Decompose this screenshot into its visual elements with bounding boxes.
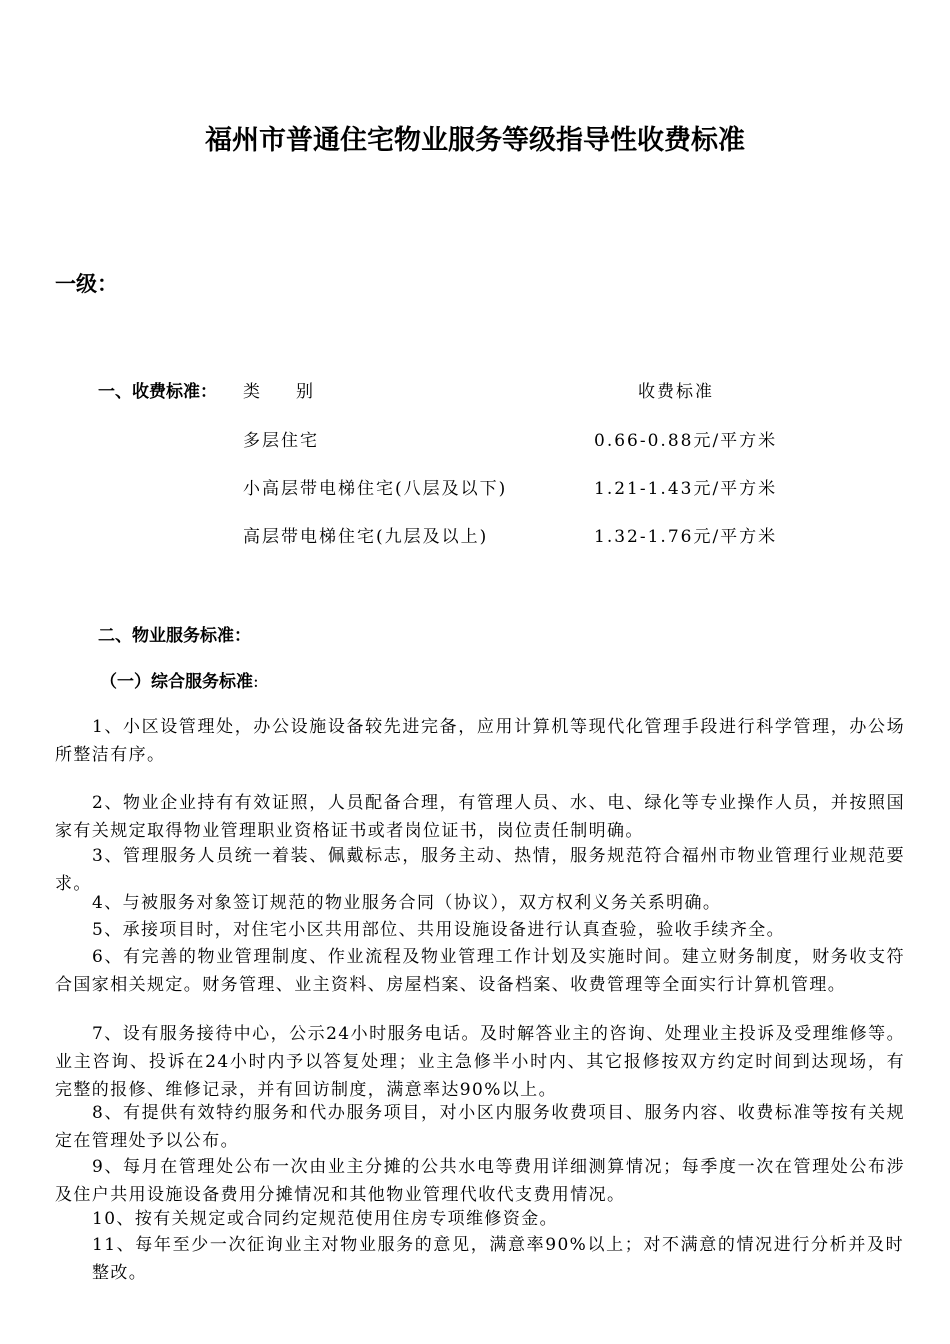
fee-row-price: 1.21-1.43元/平方米 (594, 479, 778, 499)
fee-row-price: 1.32-1.76元/平方米 (594, 527, 778, 547)
service-item: 4、与被服务对象签订规范的物业服务合同（协议），双方权利义务关系明确。 (92, 893, 722, 913)
service-item: 9、每月在管理处公布一次由业主分摊的公共水电等费用详细测算情况；每季度一次在管理处公布涉及住户共用设施设备费用分摊情况和其他物业管理代收代支费用情况。 (55, 1157, 905, 1205)
header-type-char-1: 类 (243, 382, 262, 402)
fee-row-type: 高层带电梯住宅(九层及以上) (243, 527, 489, 547)
subheading-colon: : (253, 672, 259, 692)
fee-row-type: 多层住宅 (243, 431, 319, 451)
fee-row-price: 0.66-0.88元/平方米 (594, 431, 778, 451)
service-item: 11、每年至少一次征询业主对物业服务的意见，满意率90%以上；对不满意的情况进行分析并及时整改。 (92, 1235, 904, 1283)
service-item: 8、有提供有效特约服务和代办服务项目，对小区内服务收费项目、服务内容、收费标准等按有关规定在管理处予以公布。 (55, 1103, 905, 1151)
service-item: 2、物业企业持有有效证照，人员配备合理，有管理人员、水、电、绿化等专业操作人员，并按照国家有关规定取得物业管理职业资格证书或者岗位证书，岗位责任制明确。 (55, 793, 905, 841)
service-item: 5、承接项目时，对住宅小区共用部位、共用设施设备进行认真查验，验收手续齐全。 (92, 920, 786, 940)
document-title: 福州市普通住宅物业服务等级指导性收费标准 (205, 125, 745, 156)
header-type-char-2: 别 (296, 382, 315, 402)
service-section-heading: 二、物业服务标准： (98, 626, 251, 646)
fee-section-heading: 一、收费标准： (98, 382, 217, 402)
service-item: 10、按有关规定或合同约定规范使用住房专项维修资金。 (92, 1209, 559, 1229)
fee-table-header-price: 收费标准 (638, 382, 714, 402)
level-heading: 一级： (55, 271, 118, 296)
service-item: 3、管理服务人员统一着装、佩戴标志，服务主动、热情，服务规范符合福州市物业管理行业规范要求。 (55, 846, 905, 894)
service-item: 7、设有服务接待中心，公示24小时服务电话。及时解答业主的咨询、处理业主投诉及受理维修等。业主咨询、投诉在24小时内予以答复处理；业主急修半小时内、其它报修按双方约定时间到达现场，有完整的报修、维修记录，并有回访制度，满意率达90%以上。 (55, 1024, 905, 1100)
service-item: 1、小区设管理处，办公设施设备较先进完备，应用计算机等现代化管理手段进行科学管理，办公场所整洁有序。 (55, 717, 905, 765)
subheading-text: （一）综合服务标准 (100, 672, 253, 692)
fee-table-header-type (243, 377, 315, 402)
comprehensive-service-subheading (100, 667, 259, 692)
fee-row-type: 小高层带电梯住宅(八层及以下) (243, 479, 508, 499)
service-item: 6、有完善的物业管理制度、作业流程及物业管理工作计划及实施时间。建立财务制度，财务收支符合国家相关规定。财务管理、业主资料、房屋档案、设备档案、收费管理等全面实行计算机管理。 (55, 947, 905, 995)
